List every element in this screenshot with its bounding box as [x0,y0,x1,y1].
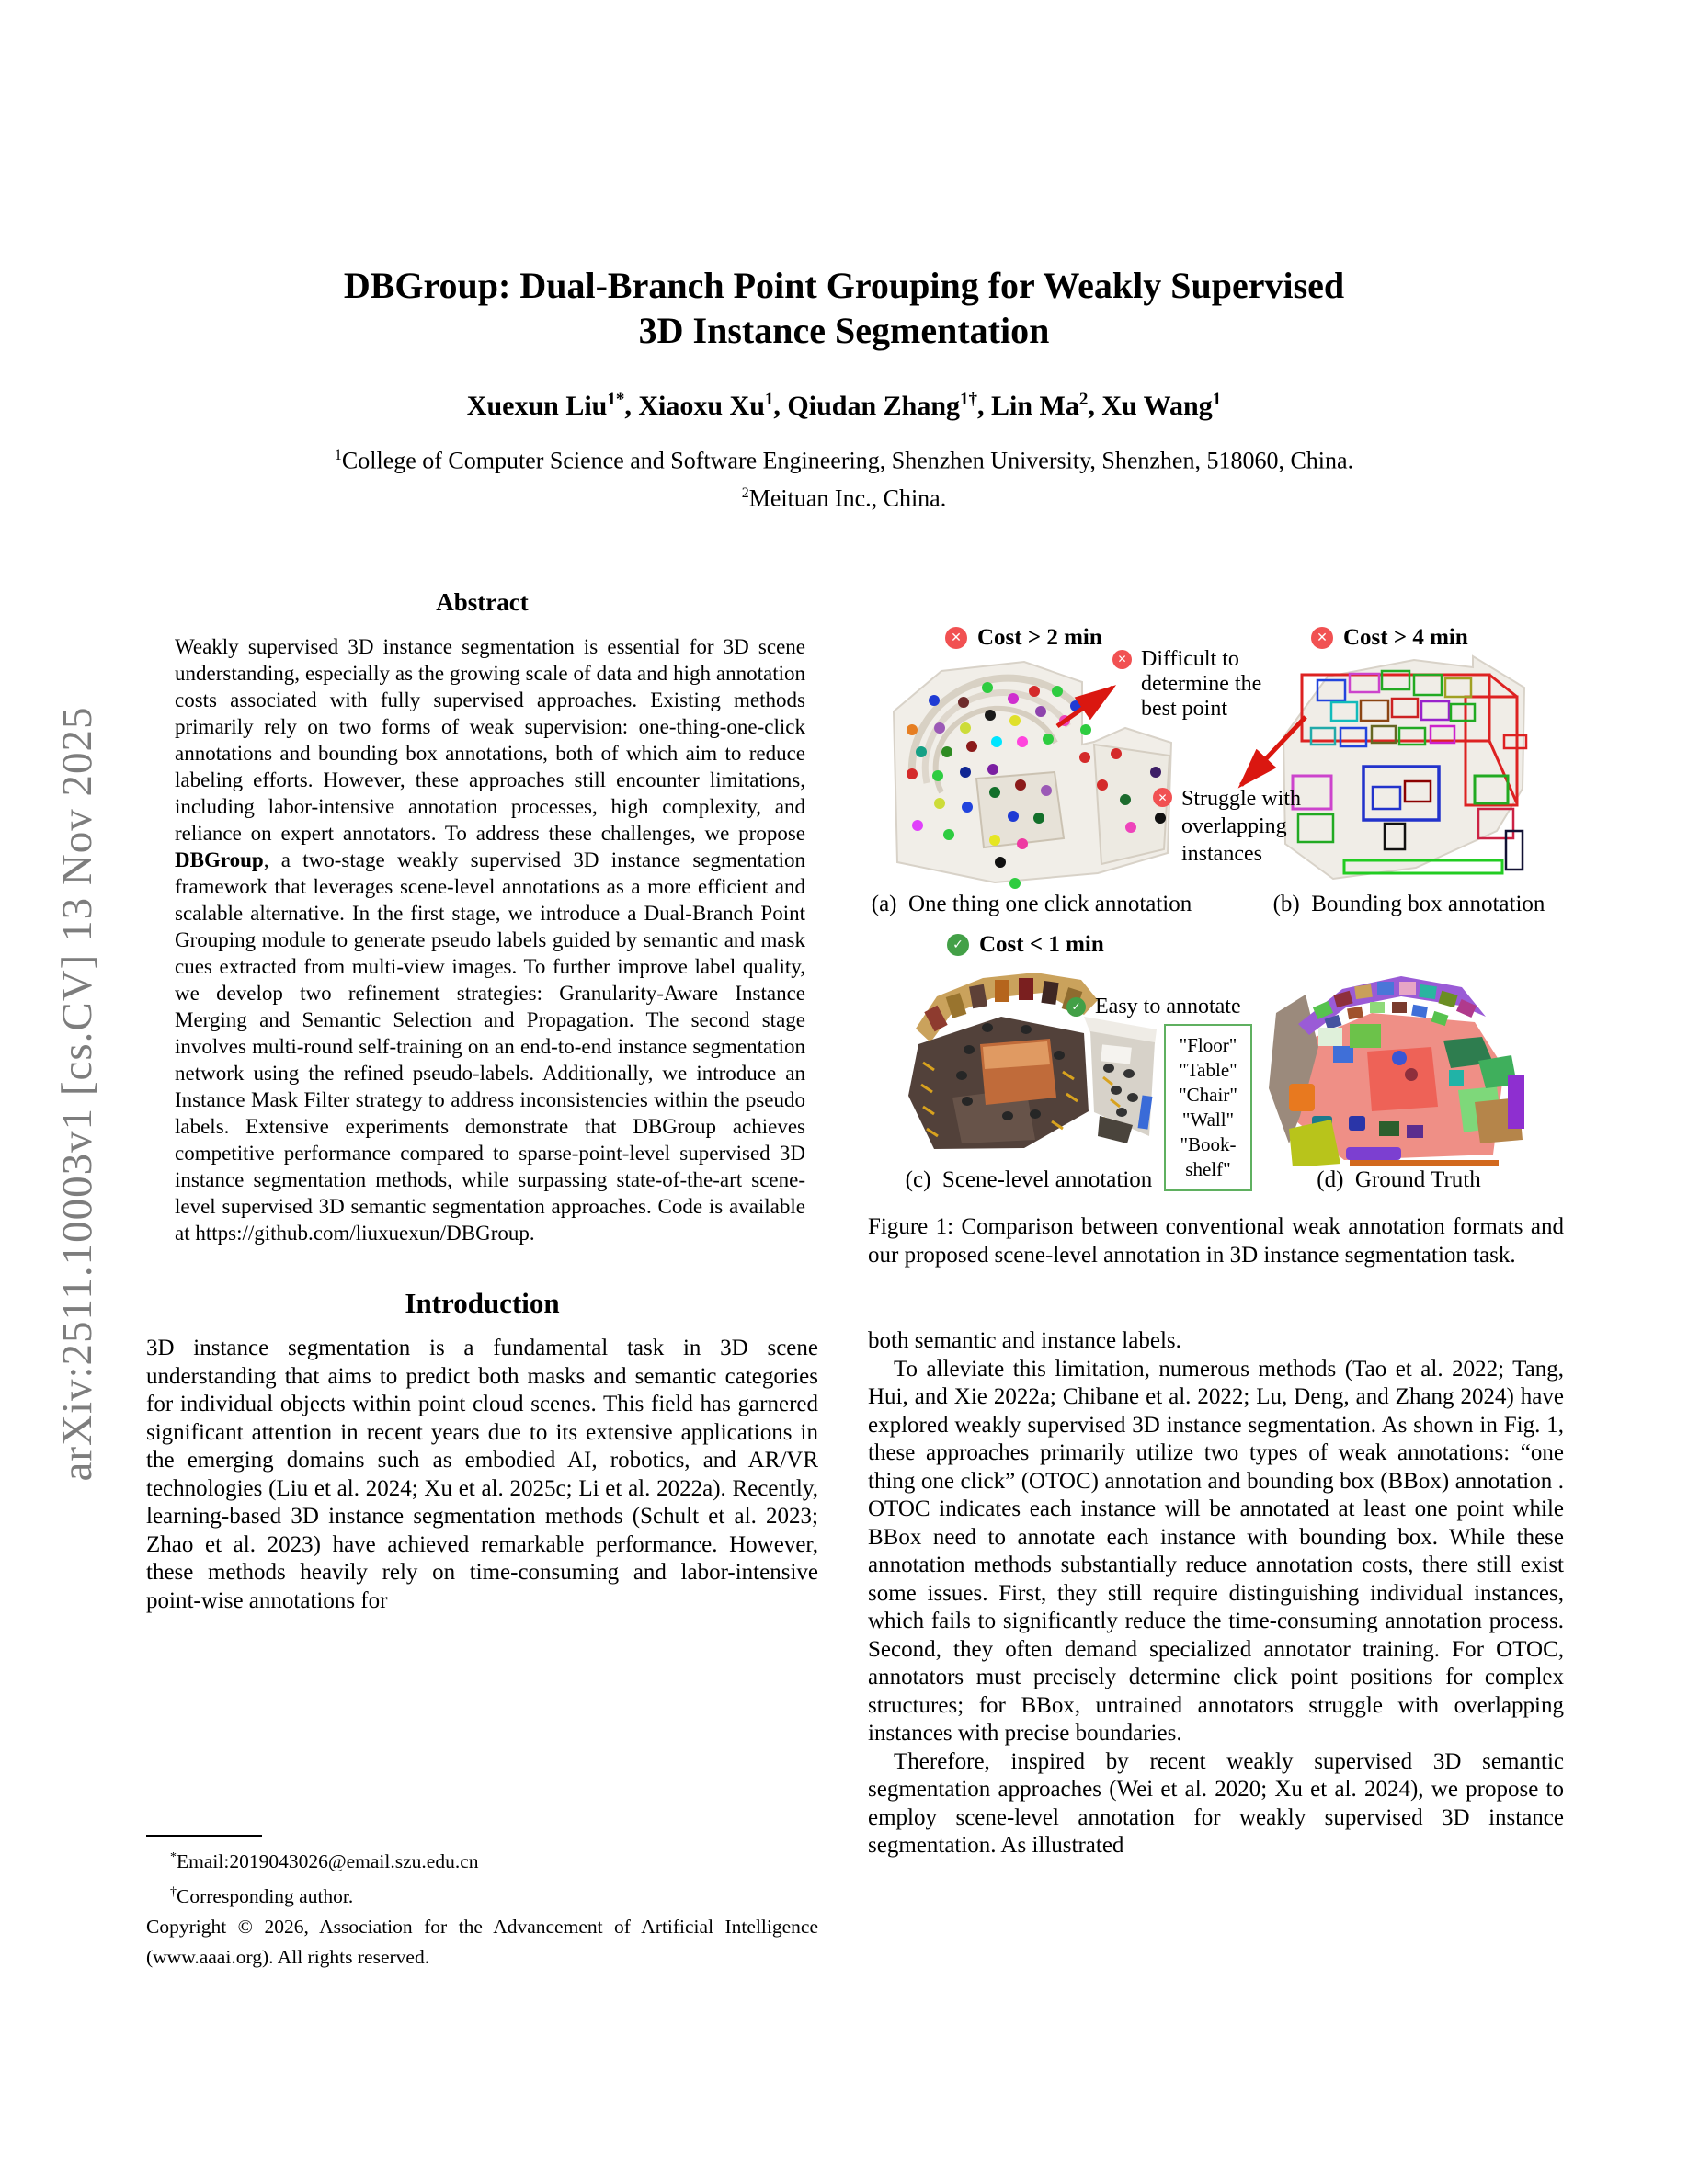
footnote-rule [146,1835,262,1837]
abstract-body: Weakly supervised 3D instance segmentation is essential for 3D scene understanding, especially as the growing scale of data and high annotation costs associated with fully supervised approaches. Existing methods primarily rely on two forms of weak supervision: one-thing-one-click annotations and bounding box annotations, both of which aim to reduce labeling efforts. However, these approaches still encounter limitations, including labor-intensive annotation processes, high complexity, and reliance on expert annotators. To address these challenges, we propose DBGroup, a two-stage weakly supervised 3D instance segmentation framework that leverages scene-level annotations as a more efficient and scalable alternative. In the first stage, we introduce a Dual-Branch Point Grouping module to generate pseudo labels guided by semantic and mask cues extracted from multi-view images. To further improve label quality, we develop two refinement strategies: Granularity-Aware Instance Merging and Semantic Selection and Propagation. The second stage involves multi-round self-training on an end-to-end instance segmentation network using the refined pseudo-labels. Additionally, we introduce an Instance Mask Filter strategy to address inconsistencies within the pseudo labels. Extensive experiments demonstrate that DBGroup achieves competitive performance compared to sparse-point-level supervised 3D instance segmentation methods, while surpassing state-of-the-art scene-level supervised 3D semantic segmentation approaches. Code is available at https://github.com/liuxuexun/DBGroup. [175,635,805,1245]
arxiv-watermark: arXiv:2511.10003v1 [cs.CV] 13 Nov 2025 [53,706,101,1482]
footnote-corresponding: †Corresponding author. [170,1885,354,1908]
paper-title-line2: 3D Instance Segmentation [638,310,1050,351]
panel-d-ground-truth-scene [1261,960,1534,1166]
panel-b-bbox-scene [1276,649,1534,890]
footnote-block [146,1835,818,1973]
author-sup: 1 [764,390,774,409]
scene-label: "Book- [1180,1133,1237,1155]
subcaption-c: (c) Scene-level annotation [905,1167,1153,1192]
figure-1 [868,570,1564,1213]
author: Xuexun Liu [466,391,608,421]
right-column [868,570,1564,1976]
author: Xiaoxu Xu [638,391,765,421]
subcaption-d: (d) Ground Truth [1317,1167,1481,1192]
cost-badge-a [945,625,1102,651]
author-line: Xuexun Liu$^{1*}$, Xiaoxu Xu$^1$, Qiudan Zhang$^{1\dagger}$, Lin Ma$^2$, Xu Wang$^1$ [466,390,1222,421]
paper-title-line1: DBGroup: Dual-Branch Point Grouping for Weakly Supervised [343,265,1345,306]
author-sup: 1 [1212,390,1222,409]
right-column-text [868,1327,1564,1860]
cost-badge-b-label: Cost > 4 min [1343,625,1468,650]
subcaption-b: (b) Bounding box annotation [1272,892,1545,916]
left-column [146,588,818,1615]
author: Qiudan Zhang [787,391,961,421]
introduction-heading: Introduction [405,1287,560,1319]
note-easy: ✓ Easy to annotate [1066,995,1241,1019]
cost-badge-c-label: Cost < 1 min [979,932,1104,957]
affiliation-1: $^1$College of Computer Science and Software Engineering, Shenzhen University, Shenzhen, 518060, China. [334,447,1354,474]
introduction-paragraph: 3D instance segmentation is a fundamental task in 3D scene understanding that aims to predict both masks and semantic categories for individual objects within point cloud scenes. This field has garnered significant attention in recent years due to its extensive applications in the emerging domains such as embodied AI, robotics, and AR/VR technologies (Liu et al. 2024; Xu et al. 2025c; Li et al. 2022a). Recently, learning-based 3D instance segmentation methods (Schult et al. 2023; Zhao et al. 2023) have achieved remarkable performance. However, these methods heavily rely on time-consuming and labor-intensive point-wise annotations for [146,1336,818,1613]
error-icon: ✕ [1112,650,1132,669]
footnote-copyright: Copyright © 2026, Association for the Advancement of Artificial Intelligence (www.aaai.org). All rights reserved. [146,1916,818,1969]
cost-badge-c [947,932,1104,958]
affiliations [0,439,1688,514]
paragraph-continuation: both semantic and instance labels. [868,1328,1181,1353]
paragraph: To alleviate this limitation, numerous methods (Tao et al. 2022; Tang, Hui, and Xie 2022a; Chibane et al. 2022; Lu, Deng, and Zhang 2024) have explored weakly supervised 3D instance segmentation. As shown in Fig. 1, these approaches primarily utilize two types of weak annotations: “one thing one click” (OTOC) annotation and bounding box (BBox) annotation . OTOC indicates each instance will be annotated at least one point while BBox need to annotate each instance with bounding box. While these annotation methods substantially reduce annotation costs, there still exist some issues. First, they still require distinguishing individual instances, which fails to significantly reduce the time-consuming annotation process. Second, they often demand specialized annotator training. For OTOC, annotators must precisely determine click point positions for complex structures; for BBox, untrained annotators struggle with overlapping instances with precise boundaries. [868,1356,1564,1746]
author: Lin Ma [991,391,1079,421]
method-name-bold: DBGroup [175,848,264,871]
check-icon: ✓ [1066,997,1086,1017]
error-icon: ✕ [945,627,967,649]
panel-c-scene-level-scene [895,960,1162,1164]
note-struggle: ✕ Struggle with overlapping instances [1153,785,1301,868]
paragraph: Therefore, inspired by recent weakly supervised 3D semantic segmentation approaches (Wei et al. 2020; Xu et al. 2024), we propose to employ scene-level annotation for weakly supervised 3D instance segmentation. As illustrated [868,1748,1564,1858]
affiliation-2: $^2$Meituan Inc., China. [741,484,947,512]
author-sup: 1† [960,390,978,409]
footnote-email: *Email:2019043026@email.szu.edu.cn [170,1850,479,1873]
scene-label: "Chair" [1179,1084,1237,1106]
author: Xu Wang [1101,391,1213,421]
paper-title [0,263,1688,353]
note-difficult: ✕ Difficult to determine the best point [1112,647,1261,722]
error-icon: ✕ [1153,788,1172,807]
cost-badge-a-label: Cost > 2 min [977,625,1102,650]
author-sup: 1* [607,390,625,409]
scene-label: "Table" [1179,1059,1237,1081]
scene-label: "Wall" [1181,1109,1235,1131]
cost-badge-b [1311,625,1468,651]
subcaption-a: (a) One thing one click annotation [871,892,1192,916]
abstract-heading: Abstract [436,588,529,616]
scene-label: "Floor" [1179,1034,1237,1056]
author-sup: 2 [1078,390,1089,409]
scene-label-list [1164,1024,1252,1191]
error-icon: ✕ [1311,627,1333,649]
scene-label: shelf" [1185,1158,1231,1180]
figure-1-caption: Figure 1: Comparison between conventional weak annotation formats and our proposed scene-level annotation in 3D instance segmentation task. [868,1214,1564,1268]
check-icon: ✓ [947,934,969,956]
